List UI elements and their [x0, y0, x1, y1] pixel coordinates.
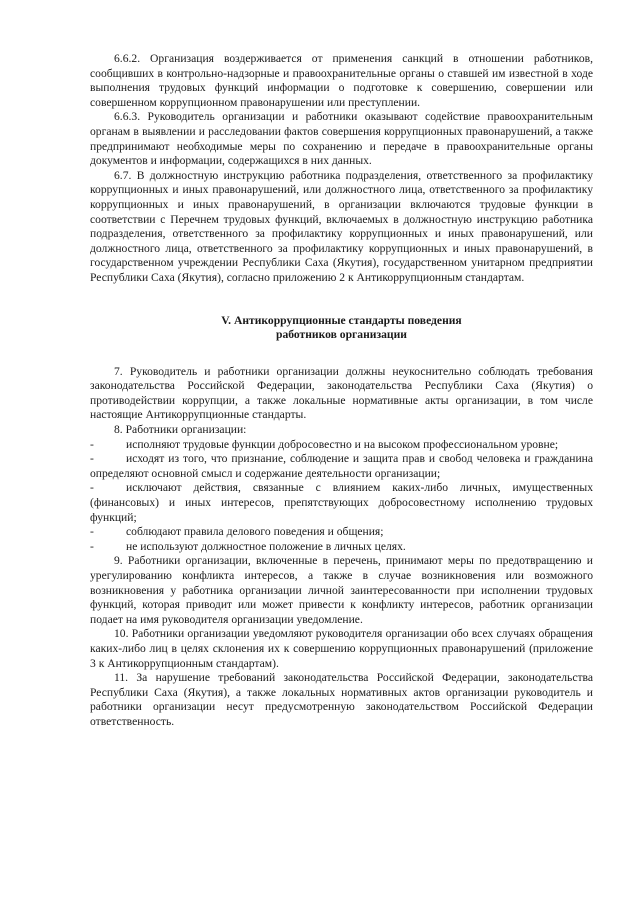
paragraph-10: 10. Работники организации уведомляют руководителя организации обо всех случаях обращения каких-либо лиц в целях склонения их к совершению коррупционных правонарушений (приложение 3 к Антикоррупционным стандартам).	[90, 627, 593, 670]
list-dash: -	[90, 437, 94, 451]
list-item-text: исходят из того, что признание, соблюдение и защита прав и свобод человека и гражданина определяют основной смысл и содержание деятельности организации;	[90, 452, 593, 480]
list-item	[90, 481, 593, 525]
list-item-text: соблюдают правила делового поведения и общения;	[126, 525, 384, 539]
paragraph-8: 8. Работники организации:	[114, 423, 247, 437]
list-item-text: исполняют трудовые функции добросовестно и на высоком профессиональном уровне;	[126, 437, 559, 451]
list-item	[90, 540, 593, 555]
list-dash: -	[90, 452, 94, 466]
section-heading-line2: работников организации	[276, 328, 407, 342]
list-item	[90, 525, 593, 540]
list-item-text: не используют должностное положение в личных целях.	[126, 539, 406, 553]
paragraph-9: 9. Работники организации, включенные в перечень, принимают меры по предотвращению и урегулированию конфликта интересов, а также в случае возникновения или возможного возникновения у работника организации личной заинтересованности при исполнении трудовых функций, которая приводит или может привести к конфликту интересов, работник организации подает на имя руководителя организации уведомление.	[90, 554, 593, 626]
document-page	[90, 52, 593, 730]
paragraph-6-6-3: 6.6.3. Руководитель организации и работники оказывают содействие правоохранительным органам в выявлении и расследовании фактов совершения коррупционных правонарушений, а также предпринимают необходимые меры по сохранению и передаче в правоохранительные органы документов и информации, содержащихся в них данных.	[90, 110, 593, 168]
paragraph-6-7: 6.7. В должностную инструкцию работника подразделения, ответственного за профилактику коррупционных и иных правонарушений, или должностного лица, ответственного за профилактику коррупционных и иных правонарушений, в организации включаются трудовые функции в соответствии с Перечнем трудовых функций, включаемых в должностную инструкцию работника подразделения, ответственного за профилактику коррупционных и иных правонарушений, или должностного лица, ответственного за профилактику коррупционных и иных правонарушений, в государственном учреждении Республики Саха (Якутия), государственном унитарном предприятии Республики Саха (Якутия), согласно приложению 2 к Антикоррупционным стандартам.	[90, 168, 593, 284]
paragraph-11: 11. За нарушение требований законодательства Российской Федерации, законодательства Республики Саха (Якутия), а также локальных нормативных актов организации руководитель и работники организации несут предусмотренную законодательством Российской Федерации ответственность.	[90, 671, 593, 728]
list-dash: -	[90, 539, 94, 553]
list-dash: -	[90, 525, 94, 539]
section-heading	[90, 314, 593, 343]
paragraph-7: 7. Руководитель и работники организации должны неукоснительно соблюдать требования законодательства Российской Федерации, законодательства Республики Саха (Якутия) о противодействии коррупции, а также локальные нормативные акты организации, в том числе настоящие Антикоррупционные стандарты.	[90, 364, 593, 422]
list-item-text: исключают действия, связанные с влиянием каких-либо личных, имущественных (финансовых) и иных интересов, препятствующих добросовестному исполнению трудовых функций;	[90, 481, 593, 524]
paragraph-6-6-2: 6.6.2. Организация воздерживается от применения санкций в отношении работников, сообщивших в контрольно-надзорные и правоохранительные органы о ставшей им известной в ходе выполнения трудовых функций информации о подготовке к совершению, совершении или совершенном коррупционном правонарушении или преступлении.	[90, 52, 593, 109]
list-item	[90, 452, 593, 481]
list-item	[90, 438, 593, 453]
section-heading-line1: V. Антикоррупционные стандарты поведения	[221, 313, 462, 327]
list-dash: -	[90, 481, 94, 495]
